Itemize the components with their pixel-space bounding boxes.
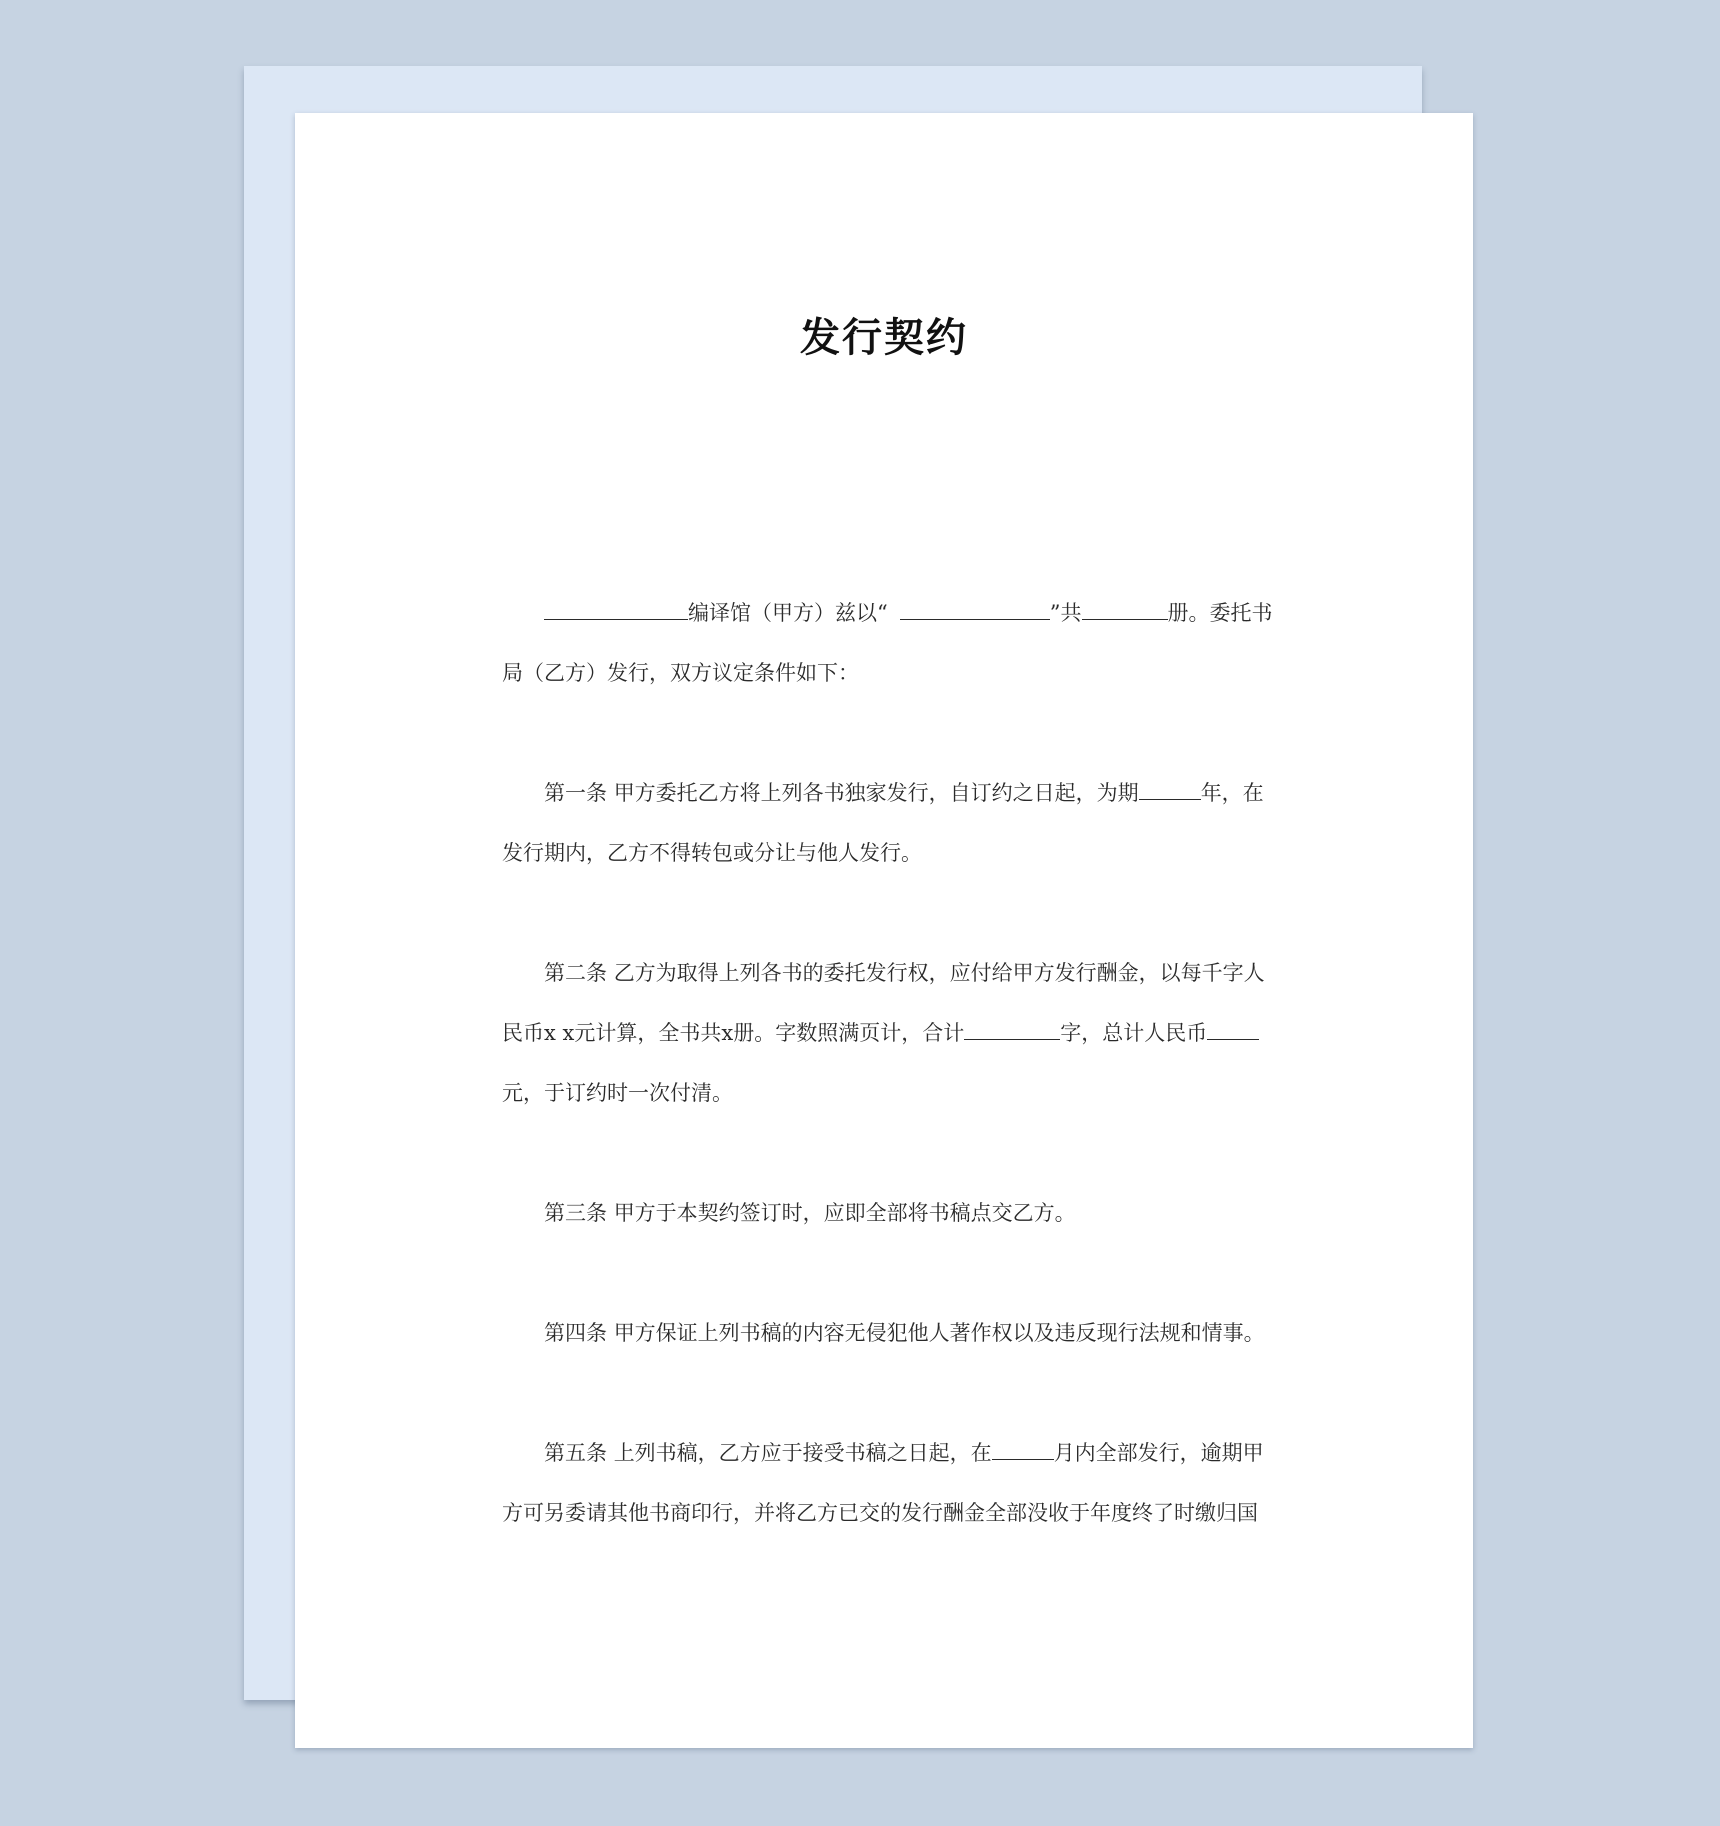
- article-1-text-1: 甲方委托乙方将上列各书独家发行，自订约之日起，为期: [613, 781, 1139, 805]
- article-2-text-2: 字，总计人民币: [1060, 1021, 1208, 1045]
- article-3-paragraph: [502, 1183, 1278, 1243]
- page-title: 发行契约: [800, 315, 968, 361]
- blank-field-months: [992, 1437, 1054, 1460]
- article-2-text-3: 元，于订约时一次付清。: [502, 1081, 733, 1105]
- article-5-text-1: 上列书稿，乙方应于接受书稿之日起，在: [613, 1441, 992, 1465]
- blank-field-publisher: [544, 597, 688, 620]
- article-1-heading: 第一条: [544, 781, 607, 805]
- article-5-paragraph: [502, 1423, 1278, 1543]
- article-1-paragraph: [502, 763, 1278, 883]
- blank-field-word-count: [964, 1017, 1060, 1040]
- article-4-paragraph: [502, 1303, 1278, 1363]
- article-1-text-2: 年，在发行期内，乙方不得转包或分让与他人发行。: [502, 781, 1264, 865]
- blank-field-book-title: [900, 597, 1050, 620]
- article-4-heading: 第四条: [544, 1321, 607, 1345]
- blank-field-years: [1139, 777, 1201, 800]
- blank-field-volumes: [1082, 597, 1168, 620]
- preamble-text-3: 册。委托书局（乙方）发行，双方议定条件如下：: [502, 601, 1273, 685]
- article-4-text: 甲方保证上列书稿的内容无侵犯他人著作权以及违反现行法规和情事。: [613, 1321, 1265, 1345]
- document-page: [295, 113, 1473, 1748]
- preamble-text-1: 编译馆（甲方）兹以“: [688, 601, 888, 625]
- preamble-text-2: ”共: [1049, 601, 1082, 625]
- article-2-heading: 第二条: [544, 961, 607, 985]
- article-5-heading: 第五条: [544, 1441, 607, 1465]
- article-3-heading: 第三条: [544, 1201, 607, 1225]
- article-5-text-2: 月内全部发行，逾期甲方可另委请其他书商印行，并将乙方已交的发行酬金全部没收于年度终了时缴归国: [502, 1441, 1264, 1525]
- article-2-text-1: 乙方为取得上列各书的委托发行权，应付给甲方发行酬金，以每千字人民币x x元计算，全书共x册。字数照满页计，合计: [502, 961, 1265, 1045]
- article-3-text: 甲方于本契约签订时，应即全部将书稿点交乙方。: [613, 1201, 1076, 1225]
- preamble-paragraph: [502, 583, 1278, 703]
- document-body: [502, 583, 1278, 1603]
- article-2-paragraph: [502, 943, 1278, 1123]
- blank-field-total-amount: [1207, 1017, 1259, 1040]
